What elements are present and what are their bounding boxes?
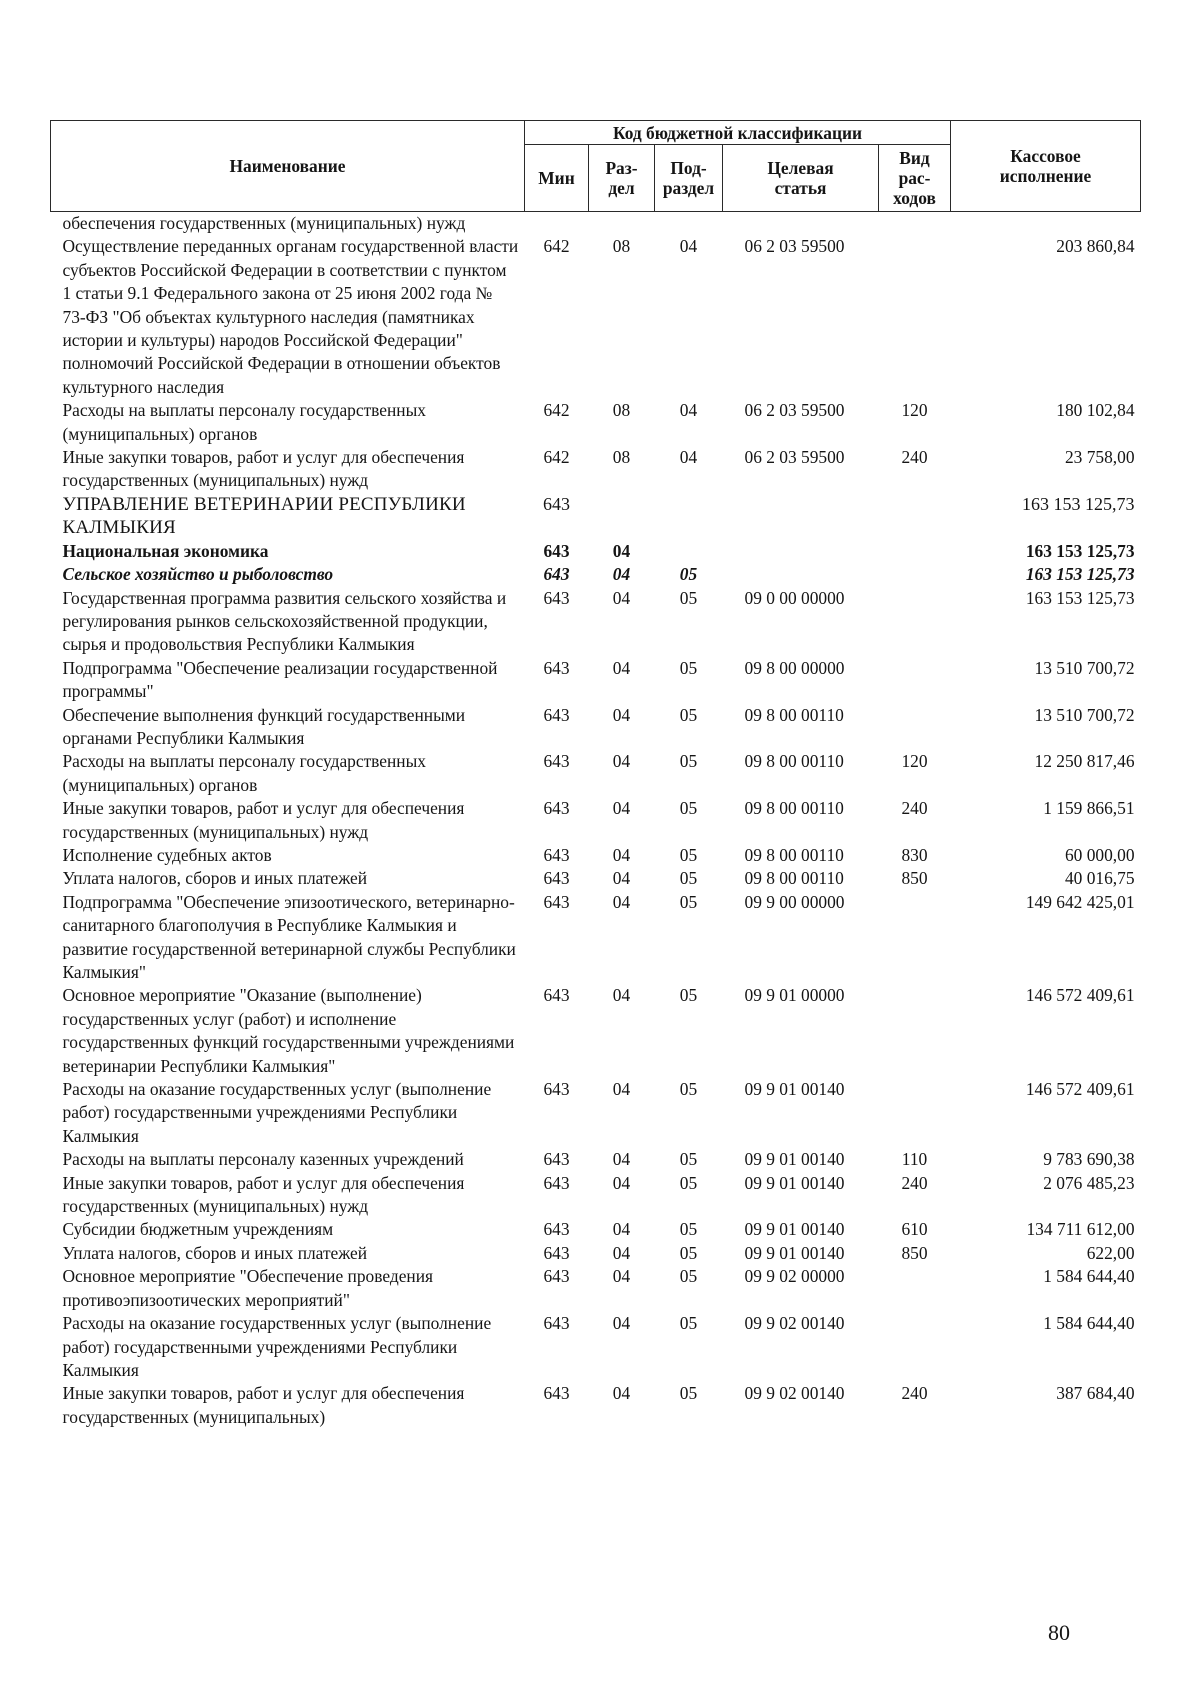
table-row: [51, 984, 1141, 1078]
row-vid-rashodov: [879, 704, 951, 751]
row-min: 643: [543, 704, 570, 725]
row-vid-rashodov: [879, 657, 951, 704]
row-min: 643: [543, 868, 570, 889]
row-celevaya-statya: [723, 563, 879, 586]
row-podrazdel: 04: [679, 447, 698, 468]
row-min: 643: [543, 985, 570, 1006]
header-kassovoe: Кассовое исполнение: [951, 121, 1141, 212]
table-row: [51, 1242, 1141, 1265]
row-razdel: 04: [612, 1219, 631, 1240]
row-razdel: 04: [612, 1313, 631, 1334]
row-celevaya-statya: 09 9 01 00000: [744, 985, 845, 1006]
header-celevaya: Целевая статья: [723, 145, 879, 212]
row-name: Обеспечение выполнения функций государственными органами Республики Калмыкия: [62, 704, 466, 748]
row-podrazdel: 05: [679, 844, 698, 865]
row-celevaya-statya: 06 2 03 59500: [744, 236, 845, 257]
row-podrazdel: 05: [679, 891, 698, 912]
row-name: Осуществление переданных органам государственной власти субъектов Российской Федерации в соответствии с пунктом 1 статьи 9.1 Федерального закона от 25 июня 2002 года № 73-ФЗ "Об объектах культурного наследия (памятниках истории и культуры) народов Российской Федерации" полномочий Российской Федерации в отношении объектов культурного наследия: [62, 236, 519, 397]
row-min: 643: [543, 564, 570, 585]
row-name: Иные закупки товаров, работ и услуг для обеспечения государственных (муниципальных) нужд: [62, 798, 465, 842]
table-row: [51, 493, 1141, 540]
row-podrazdel: [655, 540, 723, 563]
table-row: [51, 1172, 1141, 1219]
row-vid-rashodov: 240: [901, 798, 928, 819]
row-celevaya-statya: 09 9 01 00140: [744, 1219, 845, 1240]
row-razdel: 08: [612, 236, 631, 257]
table-row: [51, 867, 1141, 890]
row-vid-rashodov: 830: [901, 844, 928, 865]
row-podrazdel: 05: [679, 1079, 698, 1100]
table-row: [51, 1312, 1141, 1382]
table-row: [51, 446, 1141, 493]
row-name: Расходы на выплаты персоналу государственных (муниципальных) органов: [62, 400, 426, 444]
row-podrazdel: 05: [679, 1172, 698, 1193]
row-min: 642: [543, 400, 570, 421]
row-razdel: 04: [612, 1266, 631, 1287]
row-min: 643: [543, 587, 570, 608]
row-kassovoe-ispolnenie: 203 860,84: [1056, 236, 1135, 257]
table-header: [51, 121, 1141, 212]
header-razdel: Раз- дел: [589, 145, 655, 212]
row-razdel: [589, 493, 655, 540]
row-vid-rashodov: 240: [901, 1383, 928, 1404]
row-celevaya-statya: 09 9 02 00140: [744, 1313, 845, 1334]
table-row: [51, 212, 1141, 236]
header-code-group: Код бюджетной классификации: [525, 121, 951, 145]
row-podrazdel: 05: [679, 564, 698, 585]
row-min: 643: [543, 1079, 570, 1100]
row-min: 643: [543, 657, 570, 678]
row-kassovoe-ispolnenie: 163 153 125,73: [1025, 587, 1135, 608]
row-celevaya-statya: 06 2 03 59500: [744, 400, 845, 421]
row-kassovoe-ispolnenie: 9 783 690,38: [1043, 1149, 1135, 1170]
row-razdel: 04: [612, 1383, 631, 1404]
row-vid-rashodov: [879, 563, 951, 586]
row-vid-rashodov: [879, 1312, 951, 1382]
row-min: 642: [543, 236, 570, 257]
row-min: 643: [543, 1266, 570, 1287]
row-celevaya-statya: 09 8 00 00110: [744, 704, 844, 725]
row-min: 643: [543, 1242, 570, 1263]
table-row: [51, 587, 1141, 657]
row-min: 643: [543, 1219, 570, 1240]
row-kassovoe-ispolnenie: 149 642 425,01: [1025, 891, 1135, 912]
row-razdel: 04: [612, 1242, 631, 1263]
row-celevaya-statya: 09 8 00 00110: [744, 868, 844, 889]
row-razdel: 04: [612, 540, 631, 561]
row-vid-rashodov: [879, 984, 951, 1078]
row-razdel: 04: [612, 564, 631, 585]
table-row: [51, 540, 1141, 563]
row-min: 643: [543, 1383, 570, 1404]
row-name: Основное мероприятие "Обеспечение проведения противоэпизоотических мероприятий": [62, 1266, 434, 1310]
row-name: Исполнение судебных актов: [62, 844, 272, 865]
row-kassovoe-ispolnenie: [951, 212, 1141, 236]
row-podrazdel: 05: [679, 798, 698, 819]
row-celevaya-statya: 09 8 00 00110: [744, 751, 844, 772]
row-vid-rashodov: 850: [901, 868, 928, 889]
row-podrazdel: [655, 212, 723, 236]
row-podrazdel: 05: [679, 1266, 698, 1287]
table-row: [51, 1218, 1141, 1241]
row-kassovoe-ispolnenie: 60 000,00: [1064, 844, 1135, 865]
table-row: [51, 1382, 1141, 1429]
row-kassovoe-ispolnenie: 40 016,75: [1064, 868, 1135, 889]
row-celevaya-statya: 09 9 02 00000: [744, 1266, 845, 1287]
row-name: Основное мероприятие "Оказание (выполнение) государственных услуг (работ) и исполнение государственных функций государственными учреждениями ветеринарии Республики Калмыкия": [62, 985, 515, 1076]
row-razdel: 04: [612, 891, 631, 912]
header-name: Наименование: [51, 121, 525, 212]
row-name: УПРАВЛЕНИЕ ВЕТЕРИНАРИИ РЕСПУБЛИКИ КАЛМЫКИЯ: [62, 493, 466, 539]
row-podrazdel: 05: [679, 1242, 698, 1263]
row-kassovoe-ispolnenie: 1 159 866,51: [1043, 798, 1135, 819]
row-podrazdel: 05: [679, 1219, 698, 1240]
row-razdel: 04: [612, 1149, 631, 1170]
row-vid-rashodov: 240: [901, 447, 928, 468]
header-vid: Вид рас- ходов: [879, 145, 951, 212]
row-razdel: 04: [612, 985, 631, 1006]
row-min: 643: [543, 751, 570, 772]
table-row: [51, 750, 1141, 797]
table-row: [51, 563, 1141, 586]
row-vid-rashodov: 110: [901, 1149, 928, 1170]
row-name: Национальная экономика: [62, 540, 269, 561]
row-celevaya-statya: 06 2 03 59500: [744, 447, 845, 468]
row-vid-rashodov: [879, 1078, 951, 1148]
table-row: [51, 399, 1141, 446]
row-vid-rashodov: 240: [901, 1172, 928, 1193]
row-celevaya-statya: 09 8 00 00110: [744, 798, 844, 819]
row-vid-rashodov: [879, 587, 951, 657]
row-name: обеспечения государственных (муниципальных) нужд: [62, 213, 466, 233]
row-celevaya-statya: 09 8 00 00110: [744, 844, 844, 865]
row-kassovoe-ispolnenie: 146 572 409,61: [1025, 1079, 1135, 1100]
row-name: Расходы на оказание государственных услуг (выполнение работ) государственными учреждениями Республики Калмыкия: [62, 1313, 492, 1380]
row-razdel: 04: [612, 868, 631, 889]
row-celevaya-statya: [723, 493, 879, 540]
row-name: Сельское хозяйство и рыболовство: [62, 564, 334, 585]
row-celevaya-statya: [723, 212, 879, 236]
row-podrazdel: 05: [679, 587, 698, 608]
row-kassovoe-ispolnenie: 163 153 125,73: [1022, 493, 1135, 514]
row-podrazdel: 04: [679, 400, 698, 421]
row-razdel: 04: [612, 1079, 631, 1100]
row-kassovoe-ispolnenie: 163 153 125,73: [1025, 564, 1135, 585]
row-vid-rashodov: [879, 891, 951, 985]
row-razdel: 04: [612, 798, 631, 819]
row-kassovoe-ispolnenie: 1 584 644,40: [1043, 1266, 1135, 1287]
row-celevaya-statya: 09 9 01 00140: [744, 1242, 845, 1263]
row-vid-rashodov: [879, 540, 951, 563]
row-min: [525, 212, 589, 236]
row-vid-rashodov: 850: [901, 1242, 928, 1263]
row-kassovoe-ispolnenie: 134 711 612,00: [1026, 1219, 1135, 1240]
row-name: Расходы на выплаты персоналу казенных учреждений: [62, 1149, 464, 1170]
row-razdel: [589, 212, 655, 236]
row-name: Иные закупки товаров, работ и услуг для обеспечения государственных (муниципальных) нужд: [62, 447, 465, 491]
row-kassovoe-ispolnenie: 13 510 700,72: [1034, 704, 1135, 725]
row-kassovoe-ispolnenie: 1 584 644,40: [1043, 1313, 1135, 1334]
row-vid-rashodov: [879, 1265, 951, 1312]
row-min: 643: [543, 1313, 570, 1334]
row-podrazdel: 05: [679, 1149, 698, 1170]
row-name: Иные закупки товаров, работ и услуг для обеспечения государственных (муниципальных): [62, 1383, 465, 1427]
table-row: [51, 797, 1141, 844]
row-name: Субсидии бюджетным учреждениям: [62, 1219, 334, 1240]
row-min: 643: [543, 1149, 570, 1170]
row-podrazdel: 05: [679, 657, 698, 678]
row-min: 642: [543, 447, 570, 468]
row-kassovoe-ispolnenie: 180 102,84: [1056, 400, 1135, 421]
table-row: [51, 1078, 1141, 1148]
row-kassovoe-ispolnenie: 622,00: [1086, 1242, 1135, 1263]
row-vid-rashodov: [879, 235, 951, 399]
row-celevaya-statya: 09 8 00 00000: [744, 657, 845, 678]
row-vid-rashodov: 120: [901, 400, 928, 421]
row-name: Подпрограмма "Обеспечение эпизоотического, ветеринарно-санитарного благополучия в Республике Калмыкия и развитие государственной ветеринарной службы Республики Калмыкия": [62, 891, 516, 982]
row-kassovoe-ispolnenie: 2 076 485,23: [1043, 1172, 1135, 1193]
page-number: 80: [1048, 1620, 1070, 1645]
row-podrazdel: 05: [679, 751, 698, 772]
row-razdel: 04: [612, 704, 631, 725]
row-razdel: 04: [612, 657, 631, 678]
row-kassovoe-ispolnenie: 12 250 817,46: [1034, 751, 1135, 772]
row-podrazdel: 05: [679, 985, 698, 1006]
row-podrazdel: 05: [679, 704, 698, 725]
table-row: [51, 891, 1141, 985]
budget-table: [50, 120, 1141, 1429]
row-vid-rashodov: [879, 212, 951, 236]
row-razdel: 04: [612, 751, 631, 772]
row-name: Подпрограмма "Обеспечение реализации государственной программы": [62, 657, 498, 702]
row-name: Расходы на оказание государственных услуг (выполнение работ) государственными учреждениями Республики Калмыкия: [62, 1079, 492, 1146]
row-name: Государственная программа развития сельского хозяйства и регулирования рынков сельскохозяйственной продукции, сырья и продовольствия Республики Калмыкия: [62, 587, 507, 655]
table-row: [51, 1265, 1141, 1312]
row-kassovoe-ispolnenie: 146 572 409,61: [1025, 985, 1135, 1006]
row-min: 643: [543, 540, 570, 561]
table-row: [51, 657, 1141, 704]
header-min: Мин: [525, 145, 589, 212]
row-celevaya-statya: 09 9 00 00000: [744, 891, 845, 912]
row-min: 643: [543, 844, 570, 865]
row-name: Уплата налогов, сборов и иных платежей: [62, 868, 368, 889]
row-min: 643: [543, 1172, 570, 1193]
row-razdel: 08: [612, 447, 631, 468]
row-podrazdel: 04: [679, 236, 698, 257]
header-podrazdel: Под- раздел: [655, 145, 723, 212]
row-podrazdel: 05: [679, 868, 698, 889]
row-celevaya-statya: 09 0 00 00000: [744, 587, 845, 608]
row-podrazdel: 05: [679, 1383, 698, 1404]
row-podrazdel: 05: [679, 1313, 698, 1334]
row-razdel: 08: [612, 400, 631, 421]
row-kassovoe-ispolnenie: 13 510 700,72: [1034, 657, 1135, 678]
row-kassovoe-ispolnenie: 23 758,00: [1064, 447, 1135, 468]
row-celevaya-statya: 09 9 01 00140: [744, 1079, 845, 1100]
row-celevaya-statya: [723, 540, 879, 563]
row-razdel: 04: [612, 844, 631, 865]
row-name: Расходы на выплаты персоналу государственных (муниципальных) органов: [62, 751, 426, 795]
row-razdel: 04: [612, 1172, 631, 1193]
row-name: Уплата налогов, сборов и иных платежей: [62, 1242, 368, 1263]
table-row: [51, 1148, 1141, 1171]
row-kassovoe-ispolnenie: 163 153 125,73: [1025, 540, 1135, 561]
row-celevaya-statya: 09 9 01 00140: [744, 1149, 845, 1170]
row-podrazdel: [655, 493, 723, 540]
row-min: 643: [543, 798, 570, 819]
row-min: 643: [543, 493, 570, 514]
row-vid-rashodov: [879, 493, 951, 540]
row-vid-rashodov: 120: [901, 751, 928, 772]
row-name: Иные закупки товаров, работ и услуг для обеспечения государственных (муниципальных) нужд: [62, 1172, 465, 1217]
table-row: [51, 704, 1141, 751]
row-razdel: 04: [612, 587, 631, 608]
row-celevaya-statya: 09 9 02 00140: [744, 1383, 845, 1404]
row-min: 643: [543, 891, 570, 912]
table-row: [51, 235, 1141, 399]
table-body: [51, 212, 1141, 1430]
row-kassovoe-ispolnenie: 387 684,40: [1056, 1383, 1135, 1404]
row-vid-rashodov: 610: [901, 1219, 928, 1240]
row-celevaya-statya: 09 9 01 00140: [744, 1172, 845, 1193]
table-row: [51, 844, 1141, 867]
